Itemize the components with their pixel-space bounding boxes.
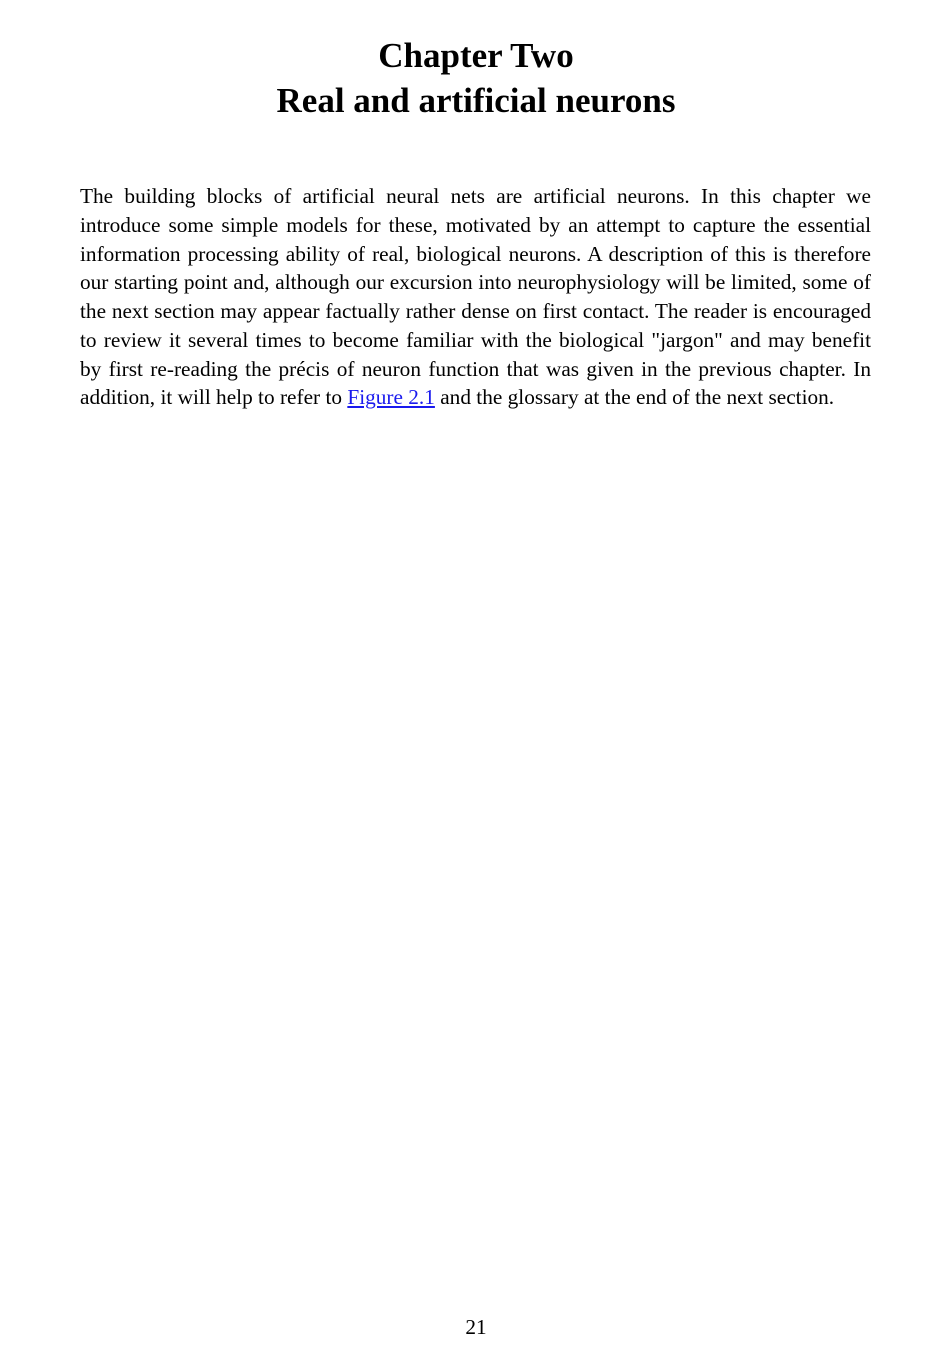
paragraph-text-start: The building blocks of artificial neural nets are artificial neurons. In this chapter we introduce some simple models for these, motivated by an attempt to capture the essential information processing ability of real, biological neurons. A description of this is therefore our starting point and, although our excursion into neurophysiology will be limited, some of the next section may appear factually rather dense on first contact. The reader is encouraged to review it several times to become familiar with the biological "jargon" and may benefit by first re-reading the précis of neuron function that was given in the previous chapter. In addition, it will help to refer to [80, 184, 871, 410]
paragraph-text-end: and the glossary at the end of the next section. [434, 385, 835, 410]
figure-2-1-link[interactable]: Figure 2.1 [347, 385, 435, 410]
intro-paragraph [80, 182, 871, 412]
chapter-heading [0, 33, 952, 123]
page-number: 21 [465, 1315, 487, 1339]
chapter-title: Real and artificial neurons [276, 81, 676, 120]
chapter-label: Chapter Two [378, 36, 574, 75]
